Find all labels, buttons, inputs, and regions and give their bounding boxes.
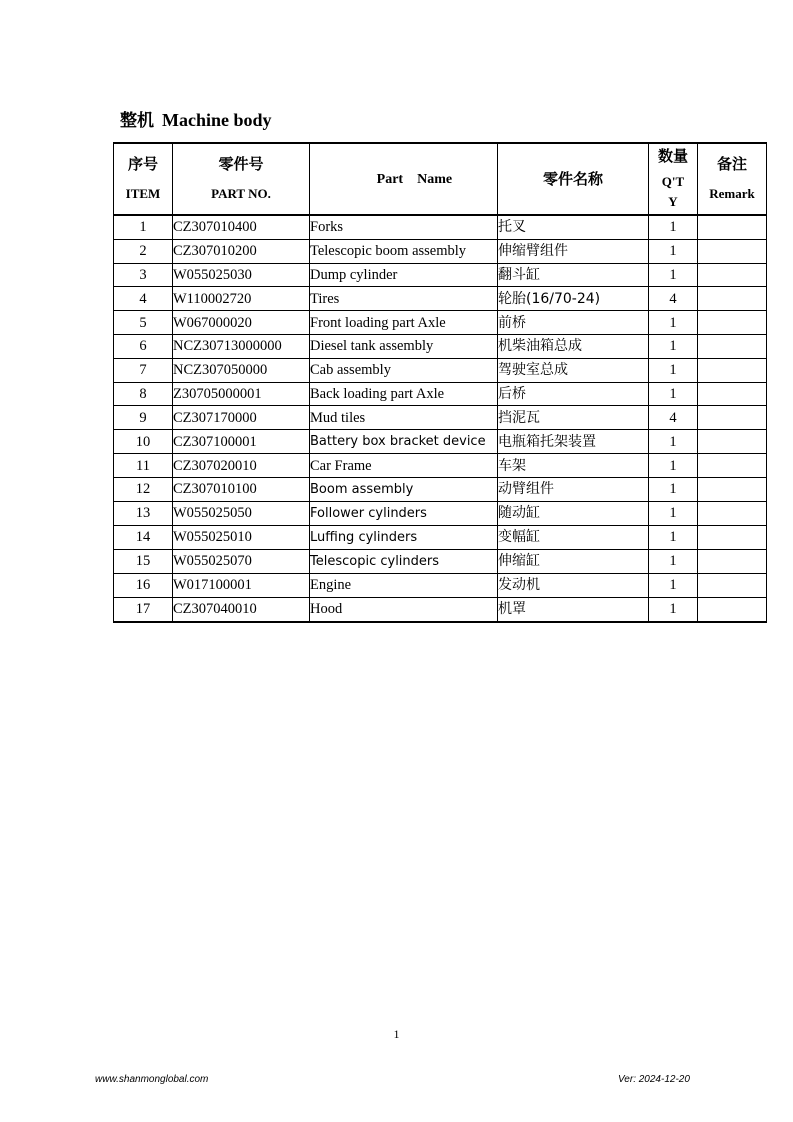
- cell-name-zh: 伸缩臂组件: [498, 239, 649, 263]
- header-remark: [698, 143, 767, 215]
- table-row: [114, 263, 767, 287]
- cell-part-name: Engine: [310, 573, 498, 597]
- cell-part-name: Mud tiles: [310, 406, 498, 430]
- footer-website: www.shanmonglobal.com: [95, 1074, 209, 1085]
- cell-remark: [698, 358, 767, 382]
- cell-part-name: Tires: [310, 287, 498, 311]
- cell-remark: [698, 263, 767, 287]
- cell-qty: 1: [649, 430, 698, 454]
- cell-part-no: CZ307100001: [173, 430, 310, 454]
- cell-name-zh: 随动缸: [498, 501, 649, 525]
- cell-part-name-text: Telescopic cylinders: [310, 553, 440, 569]
- cell-part-no: W017100001: [173, 573, 310, 597]
- cell-name-zh: 机罩: [498, 597, 649, 621]
- cell-part-name-text: Follower cylinders: [310, 505, 427, 521]
- cell-item: 8: [114, 382, 173, 406]
- table-row: [114, 454, 767, 478]
- cell-part-name: Back loading part Axle: [310, 382, 498, 406]
- cell-remark: [698, 501, 767, 525]
- cell-part-no: W067000020: [173, 311, 310, 335]
- cell-item: 11: [114, 454, 173, 478]
- cell-item: 13: [114, 501, 173, 525]
- cell-part-name: Telescopic boom assembly: [310, 239, 498, 263]
- cell-item: 4: [114, 287, 173, 311]
- table-row: [114, 215, 767, 239]
- table-row: [114, 573, 767, 597]
- cell-item: 9: [114, 406, 173, 430]
- header-qty-zh: 数量: [657, 147, 688, 165]
- cell-qty: 1: [649, 597, 698, 621]
- table-row: [114, 287, 767, 311]
- cell-part-name: [310, 477, 498, 501]
- table-row: [114, 311, 767, 335]
- table-row: [114, 358, 767, 382]
- cell-item: 15: [114, 549, 173, 573]
- table-row: [114, 406, 767, 430]
- cell-name-zh: 车架: [498, 454, 649, 478]
- table-row: [114, 430, 767, 454]
- cell-part-name: Front loading part Axle: [310, 311, 498, 335]
- cell-part-name: Diesel tank assembly: [310, 334, 498, 358]
- cell-qty: 1: [649, 549, 698, 573]
- cell-name-zh: 轮胎(16/70-24): [498, 287, 649, 311]
- cell-part-name: [310, 549, 498, 573]
- cell-part-name-text: Battery box bracket device: [310, 434, 486, 450]
- cell-remark: [698, 311, 767, 335]
- cell-part-name: Forks: [310, 215, 498, 239]
- cell-item: 2: [114, 239, 173, 263]
- cell-part-no: CZ307170000: [173, 406, 310, 430]
- cell-remark: [698, 215, 767, 239]
- cell-part-name: [310, 501, 498, 525]
- cell-part-no: CZ307010400: [173, 215, 310, 239]
- cell-part-no: CZ307020010: [173, 454, 310, 478]
- header-name-zh: [498, 143, 649, 215]
- cell-item: 17: [114, 597, 173, 621]
- table-row: [114, 597, 767, 621]
- header-qty-l1: Q'T: [661, 174, 685, 189]
- table-row: [114, 477, 767, 501]
- cell-item: 6: [114, 334, 173, 358]
- table-header-row: [114, 143, 767, 215]
- cell-name-zh: 后桥: [498, 382, 649, 406]
- cell-item: 14: [114, 525, 173, 549]
- cell-remark: [698, 573, 767, 597]
- table-row: [114, 382, 767, 406]
- cell-part-name-text: Boom assembly: [310, 481, 414, 497]
- cell-part-name: [310, 525, 498, 549]
- cell-part-no: NCZ307050000: [173, 358, 310, 382]
- cell-name-zh: 变幅缸: [498, 525, 649, 549]
- footer-version: Ver: 2024-12-20: [618, 1074, 690, 1085]
- cell-item: 7: [114, 358, 173, 382]
- header-name-zh-text: 零件名称: [542, 170, 603, 188]
- table-row: [114, 239, 767, 263]
- cell-name-zh: 托叉: [498, 215, 649, 239]
- header-name-en: Part Name: [376, 171, 453, 187]
- title-en: Machine body: [162, 110, 272, 130]
- cell-part-name: [310, 430, 498, 454]
- cell-remark: [698, 549, 767, 573]
- header-remark-en: Remark: [709, 186, 755, 201]
- header-item-en: ITEM: [125, 186, 161, 201]
- cell-remark: [698, 430, 767, 454]
- header-item: [114, 143, 173, 215]
- cell-qty: 1: [649, 239, 698, 263]
- cell-name-zh: 翻斗缸: [498, 263, 649, 287]
- header-part-en: PART NO.: [211, 186, 271, 201]
- cell-part-name: Car Frame: [310, 454, 498, 478]
- cell-item: 5: [114, 311, 173, 335]
- cell-part-name: Cab assembly: [310, 358, 498, 382]
- cell-remark: [698, 382, 767, 406]
- cell-item: 12: [114, 477, 173, 501]
- cell-name-zh: 挡泥瓦: [498, 406, 649, 430]
- cell-part-no: W055025050: [173, 501, 310, 525]
- cell-part-no: CZ307010100: [173, 477, 310, 501]
- cell-qty: 1: [649, 263, 698, 287]
- header-part-zh: 零件号: [218, 155, 264, 173]
- cell-qty: 1: [649, 311, 698, 335]
- cell-part-no: Z30705000001: [173, 382, 310, 406]
- cell-qty: 1: [649, 382, 698, 406]
- cell-qty: 1: [649, 573, 698, 597]
- cell-name-zh: 驾驶室总成: [498, 358, 649, 382]
- cell-name-zh: 发动机: [498, 573, 649, 597]
- cell-name-zh: 电瓶箱托架装置: [498, 430, 649, 454]
- header-part-name: [310, 143, 498, 215]
- cell-remark: [698, 239, 767, 263]
- cell-part-no: W055025030: [173, 263, 310, 287]
- cell-remark: [698, 334, 767, 358]
- cell-qty: 1: [649, 454, 698, 478]
- cell-part-no: W055025070: [173, 549, 310, 573]
- header-qty: [649, 143, 698, 215]
- cell-remark: [698, 477, 767, 501]
- cell-part-no: W055025010: [173, 525, 310, 549]
- cell-remark: [698, 406, 767, 430]
- cell-name-zh: 前桥: [498, 311, 649, 335]
- cell-name-zh: 伸缩缸: [498, 549, 649, 573]
- header-remark-zh: 备注: [716, 155, 747, 173]
- cell-part-no: CZ307010200: [173, 239, 310, 263]
- cell-qty: 1: [649, 358, 698, 382]
- cell-part-name: Dump cylinder: [310, 263, 498, 287]
- cell-remark: [698, 525, 767, 549]
- cell-part-no: CZ307040010: [173, 597, 310, 621]
- cell-item: 1: [114, 215, 173, 239]
- table-row: [114, 501, 767, 525]
- header-item-zh: 序号: [127, 155, 158, 173]
- cell-item: 16: [114, 573, 173, 597]
- page-title: [120, 106, 272, 131]
- cell-item: 3: [114, 263, 173, 287]
- cell-qty: 1: [649, 215, 698, 239]
- table-row: [114, 525, 767, 549]
- cell-part-no: W110002720: [173, 287, 310, 311]
- cell-remark: [698, 454, 767, 478]
- title-zh: 整机: [120, 111, 154, 131]
- cell-part-name: Hood: [310, 597, 498, 621]
- cell-part-no: NCZ30713000000: [173, 334, 310, 358]
- cell-qty: 1: [649, 334, 698, 358]
- cell-name-zh: 机柴油箱总成: [498, 334, 649, 358]
- cell-qty: 1: [649, 525, 698, 549]
- cell-item: 10: [114, 430, 173, 454]
- cell-qty: 1: [649, 477, 698, 501]
- table-row: [114, 334, 767, 358]
- cell-part-name-text: Luffing cylinders: [310, 529, 418, 545]
- header-part-no: [173, 143, 310, 215]
- cell-name-zh: 动臂组件: [498, 477, 649, 501]
- header-qty-l2: Y: [668, 194, 678, 209]
- cell-qty: 4: [649, 287, 698, 311]
- cell-remark: [698, 287, 767, 311]
- cell-remark: [698, 597, 767, 621]
- cell-qty: 4: [649, 406, 698, 430]
- parts-table: [113, 142, 767, 623]
- table-body: [114, 215, 767, 622]
- cell-qty: 1: [649, 501, 698, 525]
- page-number: 1: [393, 1027, 400, 1041]
- table-row: [114, 549, 767, 573]
